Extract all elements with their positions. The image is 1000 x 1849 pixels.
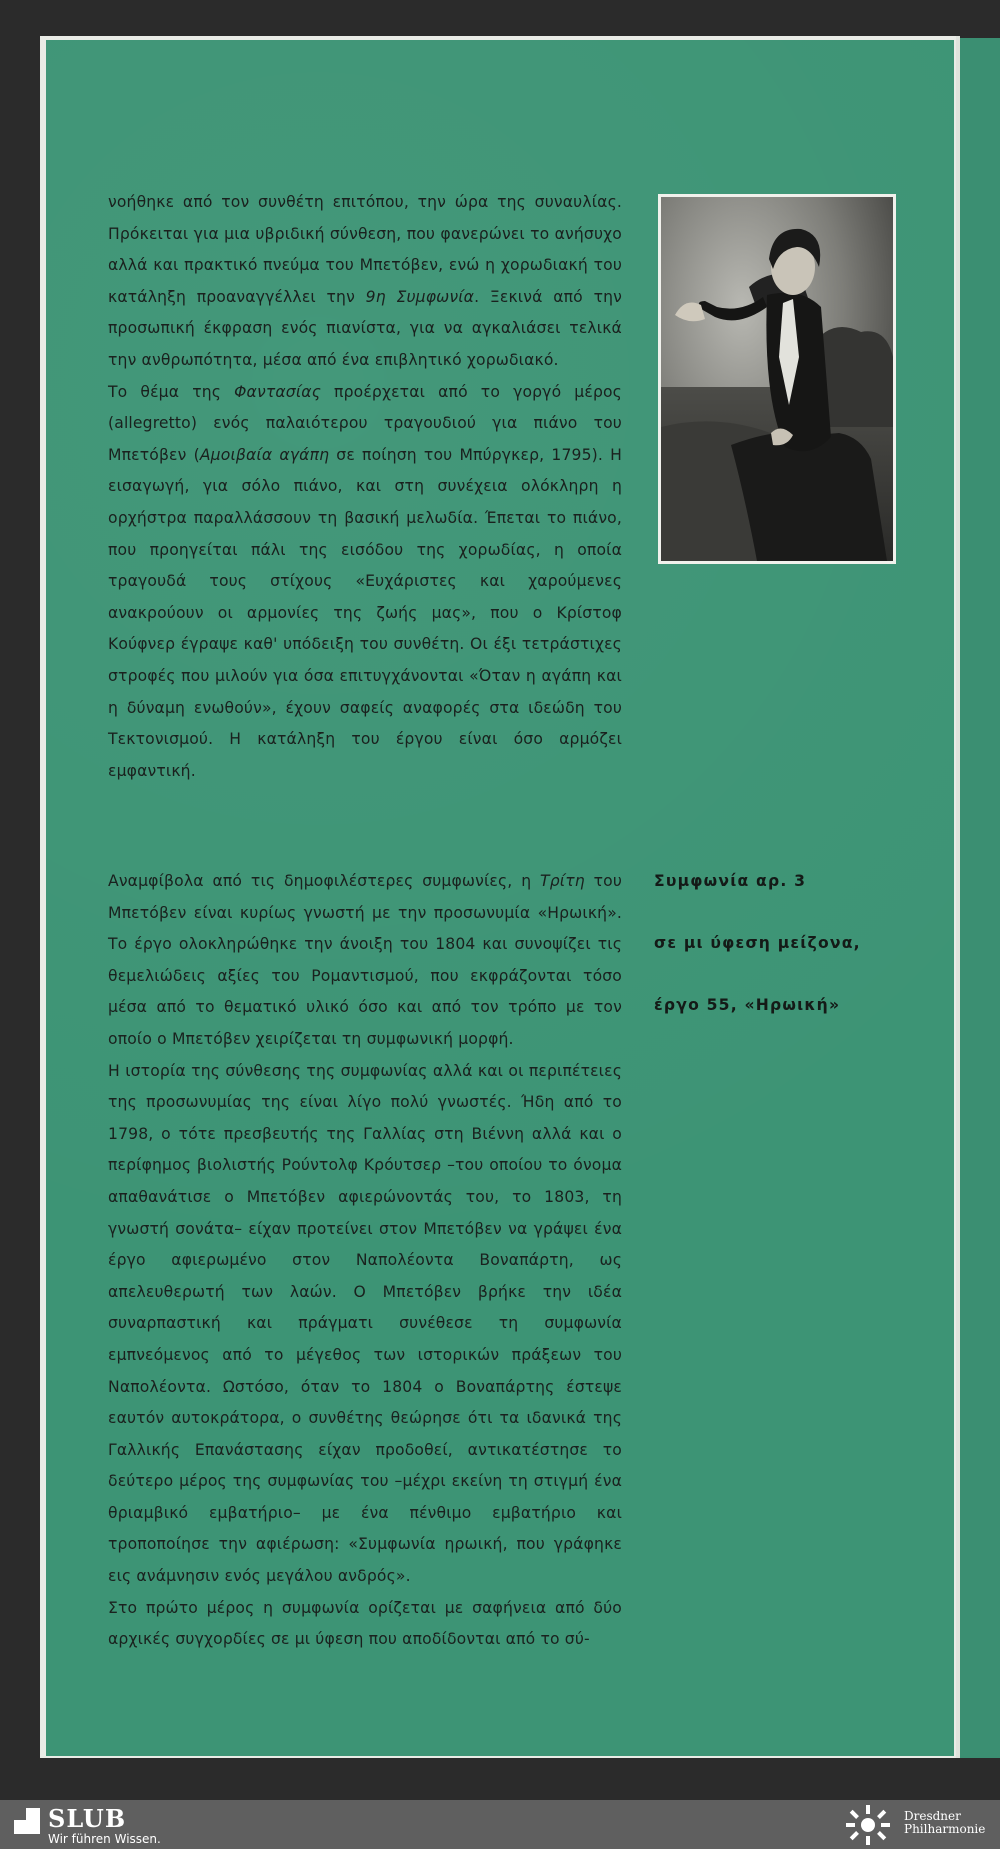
paragraph xyxy=(108,1056,622,1593)
work-title-line: έργο 55, «Ηρωική» xyxy=(654,996,841,1014)
text-run: σε ποίηση του Μπύργκερ, 1795). Η εισαγωγή, για σόλο πιάνο, και στη συνέχεια ολόκληρη η ορχήστρα παραλλάσσουν τη βασική μελωδία. Έπεται το πιάνο, που προηγείται πάλι της εισόδου της χορωδίας, η οποία τραγουδά τους στίχους «Ευχάριστες και χαρούμενες ανακρούουν οι αρμονίες της ζωής μας», που ο Κρίστοφ Κούφνερ έγραψε καθ' υπόδειξη του συνθέτη. Οι έξι τετράστιχες στροφές που μιλούν για όσα επιτυγχάνονται «Όταν η αγάπη και η δύναμη ενωθούν», έχουν σαφείς αναφορές στα ιδεώδη του Τεκτονισμού. Η κατάληξη του έργου είναι όσο αρμόζει εμφαντική. xyxy=(108,445,622,780)
dresdner-philharmonie-name xyxy=(904,1810,985,1836)
slub-logo-text[interactable]: SLUB xyxy=(48,1804,127,1833)
portrait-image xyxy=(661,197,893,561)
paragraph xyxy=(108,866,622,1056)
viewer-footer xyxy=(0,1800,1000,1849)
paragraph xyxy=(108,377,622,788)
italic-title: Αμοιβαία αγάπη xyxy=(199,445,330,464)
text-run: Το θέμα της xyxy=(108,382,235,401)
text-run: Η ιστορία της σύνθεσης της συμφωνίας αλλά και οι περιπέτειες της προσωνυμίας της είναι λίγο πολύ γνωστές. Ήδη από το 1798, ο τότε πρεσβευτής της Γαλλίας στη Βιέννη αλλά και ο περίφημος βιολιστής Ρούντολφ Κρόυτσερ –του οποίου το όνομα απαθανάτισε ο Μπετόβεν αφιερώνοντάς του, το 1803, τη γνωστή σονάτα– είχαν προτείνει στον Μπετόβεν να γράψει ένα έργο αφιερωμένο στον Ναπολέοντα Βοναπάρτη, ως απελευθερωτή των λαών. Ο Μπετόβεν βρήκε την ιδέα συναρπαστική και πράγματι συνέθεσε τη συμφωνία εμπνεόμενος από το μέγεθος των ιστορικών πράξεων του Ναπολέοντα. Ωστόσο, όταν το 1804 ο Βοναπάρτης έστεψε εαυτόν αυτοκράτορα, ο συνθέτης θεώρησε ότι τα ιδανικά της Γαλλικής Επανάστασης είχαν προδοθεί, αντικατέστησε το δεύτερο μέρος της συμφωνίας του –μέχρι εκείνη τη στιγμή ένα θριαμβικό εμβατήριο– με ένα πένθιμο εμβατήριο και τροποποίησε την αφιέρωση: «Συμφωνία ηρωική, που γράφηκε εις ανάμνησιν ενός μεγάλου ανδρός». xyxy=(108,1061,622,1586)
program-note-fantasia xyxy=(108,187,622,787)
work-title xyxy=(654,866,934,1052)
text-run: του Μπετόβεν είναι κυρίως γνωστή με την προσωνυμία «Ηρωική». Το έργο ολοκληρώθηκε την άνοιξη του 1804 και συνοψίζει τις θεμελιώδεις αξίες του Ρομαντισμού, που εκφράζονται τόσο μέσα από το θεματικό υλικό όσο και από τον τρόπο με τον οποίο ο Μπετόβεν χειρίζεται τη συμφωνική μορφή. xyxy=(108,872,622,1048)
text-run: Στο πρώτο μέρος η συμφωνία ορίζεται με σαφήνεια από δύο αρχικές συγχορδίες σε μι ύφεση που αποδίδονται από το σύ- xyxy=(108,1598,622,1649)
text-run: . Ξεκινά από την προσωπική έκφραση ενός πιανίστα, για να αγκαλιάσει τελικά την ανθρωπότητα, μέσα από ένα επιβλητικό χορωδιακό. xyxy=(108,287,623,369)
text-run: Αναμφίβολα από τις δημοφιλέστερες συμφωνίες, η xyxy=(108,872,541,890)
orchestra-name-line: Philharmonie xyxy=(904,1822,986,1836)
text-run: προέρχεται από το γοργό μέρος (allegretto) ενός παλαιότερου τραγουδιού για πιάνο του Μπετόβεν ( xyxy=(108,382,622,464)
paragraph xyxy=(108,1593,622,1656)
italic-title: Φαντασίας xyxy=(234,382,321,401)
italic-title: Τρίτη xyxy=(540,872,585,890)
work-title-line: σε μι ύφεση μείζονα, xyxy=(654,934,861,952)
italic-title: 9η Συμφωνία xyxy=(365,287,475,306)
slub-logo-icon[interactable] xyxy=(14,1808,40,1834)
dresdner-philharmonie-logo-icon[interactable] xyxy=(842,1803,894,1847)
slub-slogan: Wir führen Wissen. xyxy=(48,1832,161,1846)
work-title-line: Συμφωνία αρ. 3 xyxy=(654,872,807,890)
program-note-eroica xyxy=(108,866,622,1656)
next-page-strip xyxy=(960,38,1000,1758)
paragraph xyxy=(108,187,622,377)
text-run: νοήθηκε από τον συνθέτη επιτόπου, την ώρα της συναυλίας. Πρόκειται για μια υβριδική σύνθεση, που φανερώνει το ανήσυχο αλλά και πρακτικό πνεύμα του Μπετόβεν, ενώ η χορωδιακή του κατάληξη προαναγγέλλει την xyxy=(108,193,622,306)
beethoven-portrait xyxy=(658,194,896,564)
orchestra-name-line: Dresdner xyxy=(904,1809,961,1823)
